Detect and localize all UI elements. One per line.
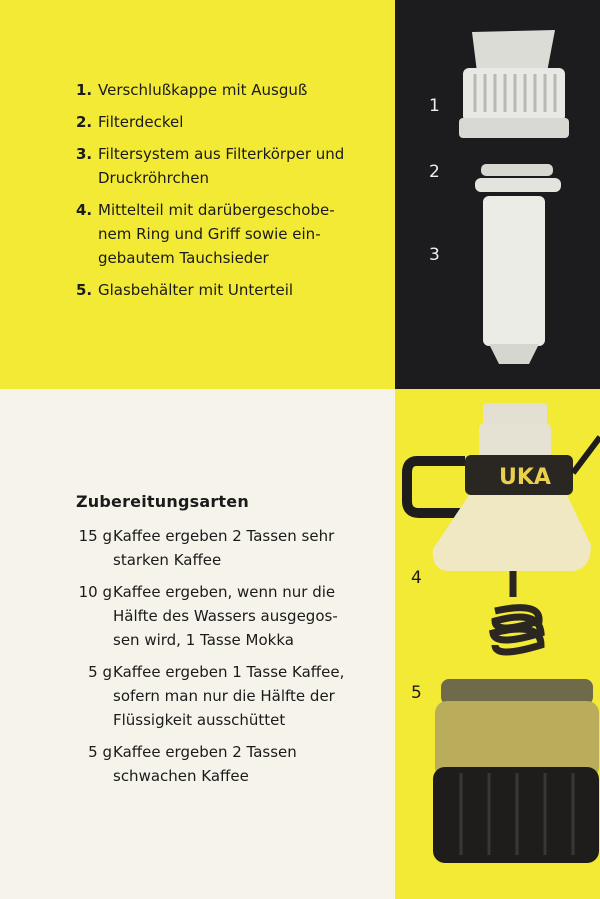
item-text: Druckröhrchen — [98, 169, 210, 187]
recipe-text: Kaffee ergeben, wenn nur die — [113, 583, 336, 601]
item-number: 2. — [76, 113, 93, 131]
recipe-text: Kaffee ergeben 1 Tasse Kaffee, — [113, 663, 345, 681]
heating-coil — [493, 571, 541, 652]
parts-list — [76, 78, 376, 310]
parts-list-item — [76, 78, 376, 102]
item-text: Glasbehälter mit Unterteil — [98, 281, 294, 299]
photo-label-1: 1 — [429, 96, 440, 116]
recipe-text: Flüssigkeit ausschüttet — [113, 711, 286, 729]
recipe-text: starken Kaffee — [113, 551, 222, 569]
ring-lettering: UKA — [499, 465, 551, 490]
recipe-text: sofern man nur die Hälfte der — [113, 687, 335, 705]
recipe-text: Hälfte des Wassers ausgegos- — [113, 607, 338, 625]
recipe-text: schwachen Kaffee — [113, 767, 249, 785]
item-text: Mittelteil mit darübergeschobe- — [98, 201, 335, 219]
recipe-item — [76, 660, 386, 732]
filter-body — [483, 196, 545, 346]
recipe-amount: 15 g — [78, 527, 112, 545]
filter-lid-flange — [475, 178, 561, 192]
assembly-handle — [407, 461, 465, 513]
power-cord — [573, 437, 600, 473]
item-number: 5. — [76, 281, 93, 299]
parts-photo — [395, 0, 600, 389]
recipe-item — [76, 740, 386, 788]
recipe-text: Kaffee ergeben 2 Tassen — [113, 743, 297, 761]
recipe-text: Kaffee ergeben 2 Tassen sehr — [113, 527, 335, 545]
item-number: 3. — [76, 145, 93, 163]
recipe-text: sen wird, 1 Tasse Mokka — [113, 631, 294, 649]
assembly-photo — [395, 389, 600, 899]
filter-lid — [481, 164, 553, 176]
photo-label-3: 3 — [429, 245, 440, 265]
item-text: Filtersystem aus Filterkörper und — [98, 145, 345, 163]
cap-rim — [459, 118, 569, 138]
recipe-amount: 5 g — [88, 743, 112, 761]
item-text: nem Ring und Griff sowie ein- — [98, 225, 321, 243]
recipe-item — [76, 524, 386, 572]
recipe-amount: 5 g — [88, 663, 112, 681]
recipe-amount: 10 g — [78, 583, 112, 601]
item-text: gebautem Tauchsieder — [98, 249, 269, 267]
cap-spout — [472, 30, 555, 72]
item-text: Verschlußkappe mit Ausguß — [98, 81, 308, 99]
assembly-neck — [483, 403, 547, 425]
recipe-item — [76, 580, 386, 652]
assembly-cone — [433, 495, 591, 571]
parts-list-item — [76, 278, 376, 302]
filter-tip — [489, 344, 539, 364]
item-number: 4. — [76, 201, 93, 219]
photo-label-4: 4 — [411, 568, 422, 588]
parts-list-item — [76, 142, 376, 190]
item-number: 1. — [76, 81, 93, 99]
recipes-list — [76, 524, 386, 796]
item-text: Filterdeckel — [98, 113, 184, 131]
photo-label-2: 2 — [429, 162, 440, 182]
recipes-heading: Zubereitungsarten — [76, 492, 249, 511]
photo-label-5: 5 — [411, 683, 422, 703]
parts-list-item — [76, 110, 376, 134]
parts-list-item — [76, 198, 376, 270]
